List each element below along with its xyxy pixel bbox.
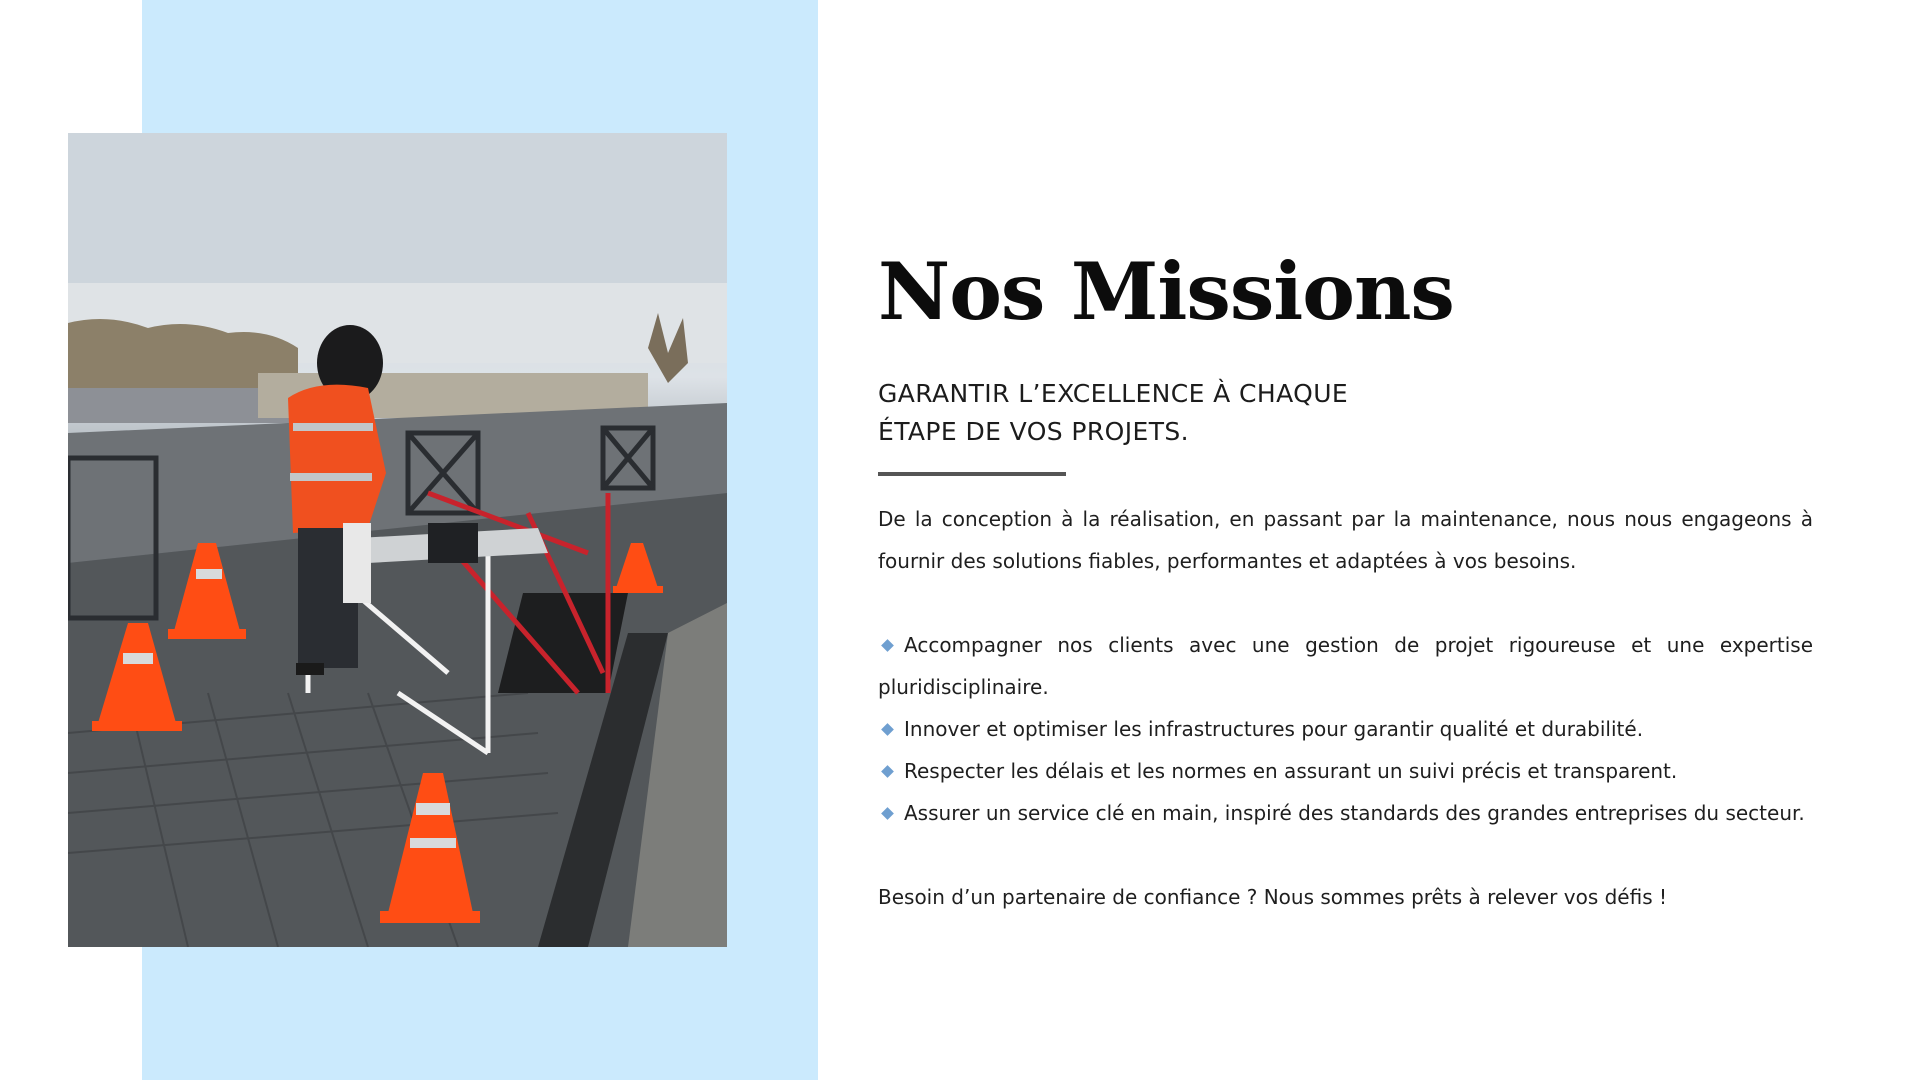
list-item-text: Accompagner nos clients avec une gestion de projet rigoureuse et une expertise pluridisciplinaire. <box>878 633 1813 699</box>
title-divider <box>878 472 1066 476</box>
list-item <box>878 624 1813 708</box>
diamond-bullet-icon <box>881 765 894 778</box>
intro-paragraph: De la conception à la réalisation, en passant par la maintenance, nous nous engageons à fournir des solutions fiables, performantes et adaptées à vos besoins. <box>878 507 1813 573</box>
worker-site-photo <box>68 133 727 947</box>
subtitle-line-2: ÉTAPE DE VOS PROJETS. <box>878 417 1189 446</box>
list-item <box>878 792 1813 834</box>
page-subtitle <box>878 375 1398 451</box>
list-item-text: Assurer un service clé en main, inspiré des standards des grandes entreprises du secteur. <box>904 801 1805 825</box>
list-item <box>878 750 1813 792</box>
closing-paragraph: Besoin d’un partenaire de confiance ? Nous sommes prêts à relever vos défis ! <box>878 885 1667 909</box>
diamond-bullet-icon <box>881 639 894 652</box>
worker-site-illustration <box>68 133 727 947</box>
page-title: Nos Missions <box>878 245 1454 338</box>
missions-content <box>878 0 1813 1080</box>
diamond-bullet-icon <box>881 723 894 736</box>
list-item <box>878 708 1813 750</box>
mission-list <box>878 624 1813 834</box>
diamond-bullet-icon <box>881 807 894 820</box>
list-item-text: Respecter les délais et les normes en assurant un suivi précis et transparent. <box>904 759 1678 783</box>
subtitle-line-1: GARANTIR L’EXCELLENCE À CHAQUE <box>878 379 1349 408</box>
list-item-text: Innover et optimiser les infrastructures pour garantir qualité et durabilité. <box>904 717 1644 741</box>
